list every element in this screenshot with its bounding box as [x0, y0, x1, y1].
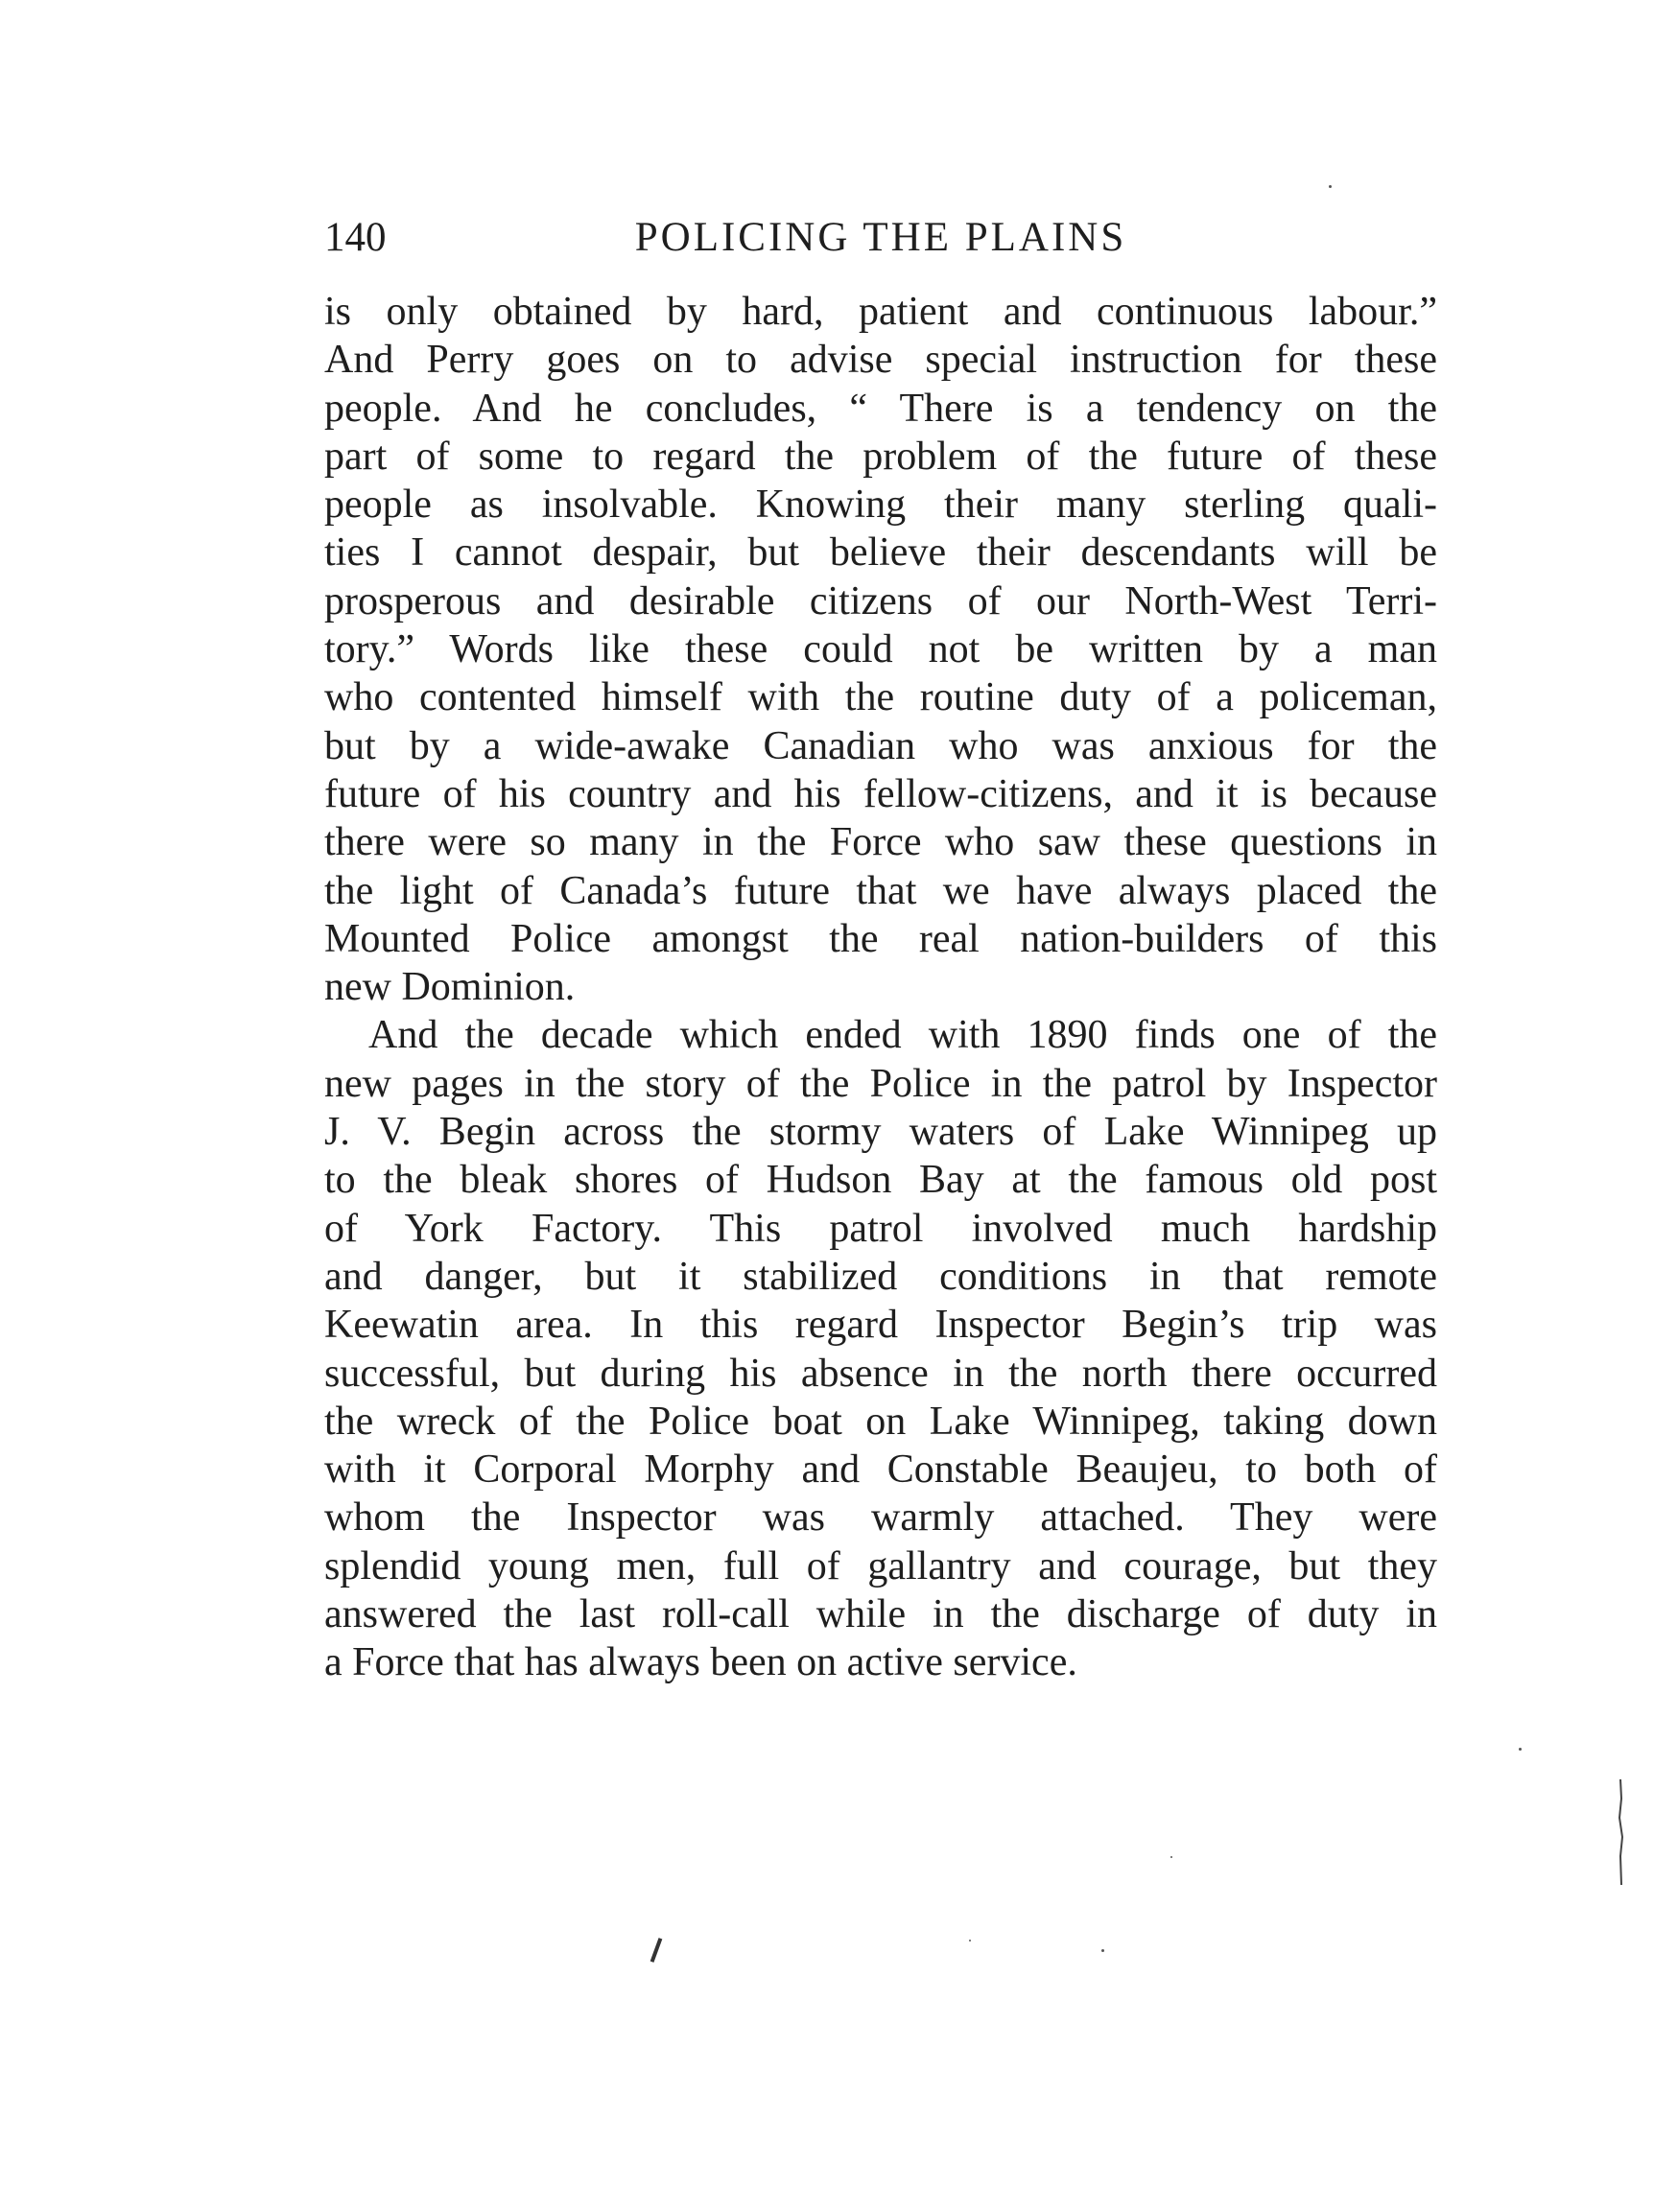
- text-line: is only obtained by hard, patient and continuous labour.”: [324, 290, 1437, 334]
- text-line: a Force that has always been on active service.: [324, 1640, 1077, 1685]
- text-line: of York Factory. This patrol involved much hardship: [324, 1206, 1437, 1251]
- text-line: prosperous and desirable citizens of our North-West Terri-: [324, 578, 1437, 624]
- text-line: new Dominion.: [324, 965, 576, 1010]
- text-line: and danger, but it stabilized conditions in that remote: [324, 1254, 1437, 1299]
- running-title: POLICING THE PLAINS: [634, 215, 1127, 260]
- scan-speck: [1519, 1748, 1522, 1751]
- body-text: [324, 288, 1437, 1687]
- scan-edge-mark: [1616, 1779, 1625, 1885]
- text-line: successful, but during his absence in the north there occurred: [324, 1351, 1437, 1396]
- text-line: the wreck of the Police boat on Lake Winnipeg, taking down: [324, 1399, 1437, 1444]
- text-line: the light of Canada’s future that we have always placed the: [324, 868, 1437, 913]
- paragraph: [324, 288, 1437, 1011]
- scan-speck: [1329, 185, 1332, 188]
- stray-pen-mark: [650, 1938, 663, 1963]
- text-line: tory.” Words like these could not be written by a man: [324, 627, 1437, 672]
- text-line: there were so many in the Force who saw these questions in: [324, 820, 1437, 865]
- text-line: people as insolvable. Knowing their many sterling quali-: [324, 482, 1437, 528]
- text-line: people. And he concludes, “ There is a tendency on the: [324, 386, 1437, 431]
- text-line: J. V. Begin across the stormy waters of Lake Winnipeg up: [324, 1110, 1437, 1155]
- page-number: 140: [324, 215, 387, 260]
- text-line: Keewatin area. In this regard Inspector Begin’s trip was: [324, 1303, 1437, 1348]
- text-line: splendid young men, full of gallantry and courage, but they: [324, 1543, 1437, 1588]
- paragraph: [324, 1011, 1437, 1686]
- running-head: [324, 209, 1437, 267]
- text-line: part of some to regard the problem of the future of these: [324, 434, 1437, 479]
- text-line: but by a wide-awake Canadian who was anxious for the: [324, 723, 1437, 768]
- text-line: with it Corporal Morphy and Constable Beaujeu, to both of: [324, 1447, 1437, 1493]
- scan-speck: [1101, 1949, 1104, 1952]
- text-line: And Perry goes on to advise special instruction for these: [324, 338, 1437, 383]
- text-line: to the bleak shores of Hudson Bay at the famous old post: [324, 1158, 1437, 1203]
- scan-speck: [1170, 1856, 1172, 1858]
- text-line: whom the Inspector was warmly attached. They were: [324, 1495, 1437, 1541]
- text-line: answered the last roll-call while in the discharge of duty in: [324, 1592, 1437, 1637]
- scan-speck: [969, 1940, 971, 1941]
- text-line: who contented himself with the routine duty of a policeman,: [324, 675, 1437, 720]
- text-line: Mounted Police amongst the real nation-builders of this: [324, 916, 1437, 961]
- text-line: ties I cannot despair, but believe their descendants will be: [324, 530, 1437, 576]
- text-line: future of his country and his fellow-citizens, and it is because: [324, 771, 1437, 816]
- text-line: new pages in the story of the Police in the patrol by Inspector: [324, 1061, 1437, 1106]
- text-line: And the decade which ended with 1890 finds one of the: [368, 1013, 1437, 1058]
